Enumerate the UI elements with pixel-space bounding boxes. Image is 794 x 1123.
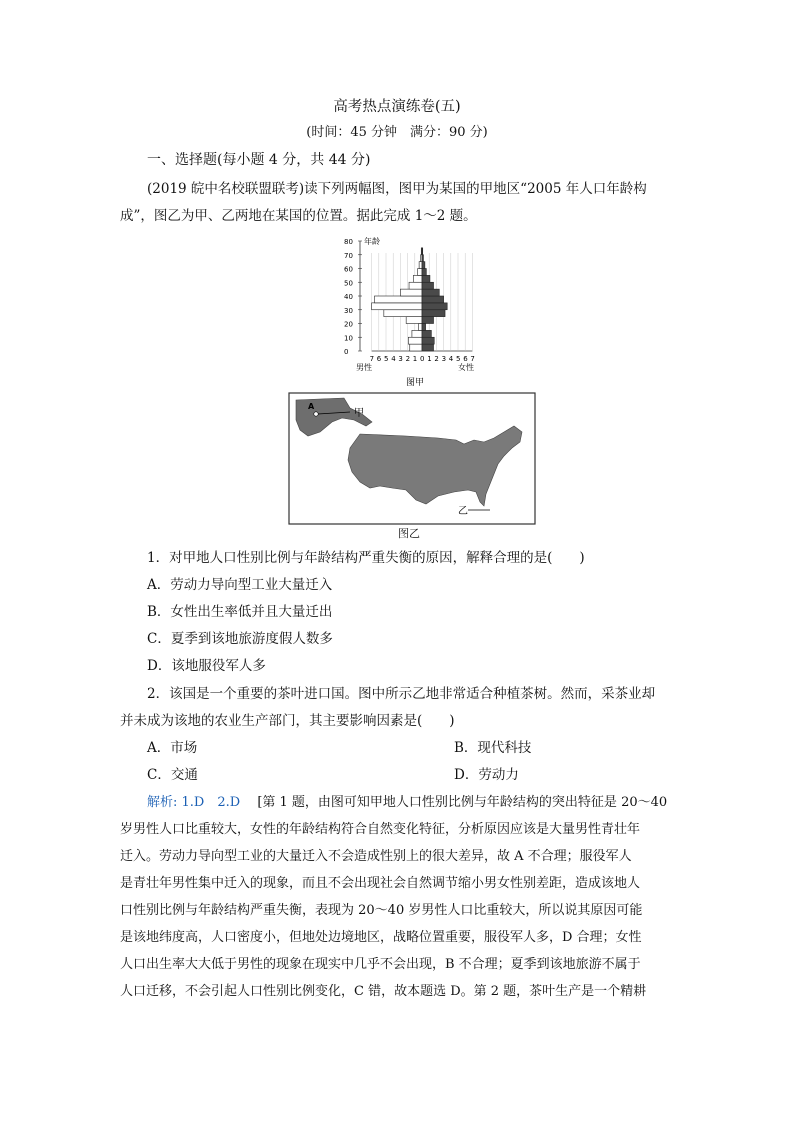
female-bar [422,337,434,344]
y-tick-label: 20 [344,320,353,329]
x-tick-label-female: 6 [463,355,468,363]
male-bar [384,310,422,317]
analysis-label: 解析: [147,795,178,810]
female-bar [422,303,447,310]
location-a-dot [314,412,318,416]
female-bar [422,317,434,324]
x-tick-label-male: 6 [376,355,382,363]
label-jia: 甲 [354,408,364,419]
male-bar [412,330,422,337]
x-tick-label-female: 5 [456,355,461,363]
female-bar [422,344,434,351]
x-tick-label-center: 0 [420,355,425,363]
analysis-first-line [147,793,667,813]
y-tick-label: 80 [344,238,353,246]
question-2-stem-1: 2．该国是一个重要的茶叶进口国。图中所示乙地非常适合种植茶树。然而，采茶业却 [147,686,656,702]
figure-a-caption: 图甲 [406,378,425,388]
x-tick-label-male: 2 [405,355,411,363]
q2-option-c: C．交通 [147,767,198,783]
y-tick-label: 40 [344,293,353,301]
female-bar [422,262,425,269]
pyramid-bars [372,248,448,351]
x-tick-label-female: 4 [448,355,454,363]
x-tick-label-male: 1 [412,355,418,363]
question-1-stem: 1．对甲地人口性别比例与年龄结构严重失衡的原因，解释合理的是( ) [147,550,585,566]
q1-option-a: A．劳动力导向型工业大量迁入 [147,577,333,593]
page-title: 高考热点演练卷(五) [333,99,461,115]
y-tick-label: 60 [344,265,353,274]
analysis-line: 迁入。劳动力导向型工业的大量迁入不会造成性别上的很大差异，故 A 不合理；服役军人 [120,849,632,864]
female-bar [422,269,426,276]
male-bar [418,269,422,276]
q2-option-a: A．市场 [147,740,198,756]
female-bar [422,282,434,289]
male-bar [400,289,422,296]
analysis-line: 是该地纬度高，人口密度小，但地处边境地区，战略位置重要，服役军人多，D 合理；女性 [120,930,642,945]
y-tick-label: 0 [344,348,349,356]
male-bar [419,262,422,269]
female-label: 女性 [458,363,474,372]
female-bar [422,275,430,282]
analysis-line: 岁男性人口比重较大，女性的年龄结构符合自然变化特征，分析原因应该是大量男性青壮年 [120,822,641,837]
x-tick-label-female: 3 [441,355,447,363]
x-tick-label-female: 2 [434,355,439,363]
population-pyramid [300,230,530,390]
female-bar [422,248,423,255]
q1-option-c: C．夏季到该地旅游度假人数多 [147,631,333,647]
y-tick-label: 70 [344,251,353,260]
y-axis-label: 年龄 [364,237,380,246]
male-bar [409,282,422,289]
x-tick-label-female: 7 [470,355,475,363]
country-map [288,392,536,527]
analysis-line: [第 1 题，由图可知甲地人口性别比例与年龄结构的突出特征是 20～40 [257,795,668,810]
female-bar [422,310,445,317]
q1-option-d: D．该地服役军人多 [147,658,266,674]
male-bar [406,317,422,324]
female-bar [422,289,439,296]
intro-line-1: (2019 皖中名校联盟联考)读下列两幅图，图甲为某国的甲地区“2005 年人口年龄构 [147,181,647,197]
x-tick-label-male: 3 [398,355,403,363]
female-bar [422,330,431,337]
male-bar [372,303,422,310]
q1-option-b: B．女性出生率低并且大量迁出 [147,604,333,620]
x-tick-label-male: 5 [384,355,389,363]
female-bar [422,296,444,303]
figure-b-caption: 图乙 [398,527,420,540]
y-tick-label: 30 [344,306,353,315]
x-tick-label-male: 4 [391,355,396,363]
page-subtitle: (时间：45 分钟 满分：90 分) [306,125,488,140]
location-a-label: A [308,402,315,411]
male-label: 男性 [356,363,372,372]
intro-line-2: 成”，图乙为甲、乙两地在某国的位置。据此完成 1～2 题。 [120,208,477,224]
q2-option-d: D．劳动力 [454,767,519,783]
y-tick-label: 50 [344,279,353,288]
x-tick-label-female: 1 [427,355,432,363]
male-bar [408,337,422,344]
male-bar [410,344,422,351]
analysis-line: 口性别比例与年龄结构严重失衡，表现为 20～40 岁男性人口比重较大，所以说其原因可能 [120,903,643,918]
label-yi: 乙 [458,506,468,517]
analysis-answers: 1.D 2.D [181,795,254,810]
section-heading: 一、选择题(每小题 4 分，共 44 分) [147,152,371,168]
male-bar [418,324,422,331]
x-tick-label-male: 7 [369,355,375,363]
y-tick-label: 10 [344,334,353,343]
analysis-line: 是青壮年男性集中迁入的现象，而且不会出现社会自然调节缩小男女性别差距，造成该地人 [120,876,641,891]
female-bar [422,255,423,262]
male-bar [413,275,422,282]
analysis-line: 人口迁移，不会引起人口性别比例变化，C 错，故本题选 D。第 2 题，茶叶生产是一个精耕 [120,984,647,999]
analysis-line: 人口出生率大大低于男性的现象在现实中几乎不会出现，B 不合理；夏季到该地旅游不属于 [120,957,641,972]
question-2-stem-2: 并未成为该地的农业生产部门，其主要影响因素是( ) [120,713,455,729]
q2-option-b: B．现代科技 [454,740,532,756]
female-bar [422,324,426,331]
male-bar [374,296,422,303]
